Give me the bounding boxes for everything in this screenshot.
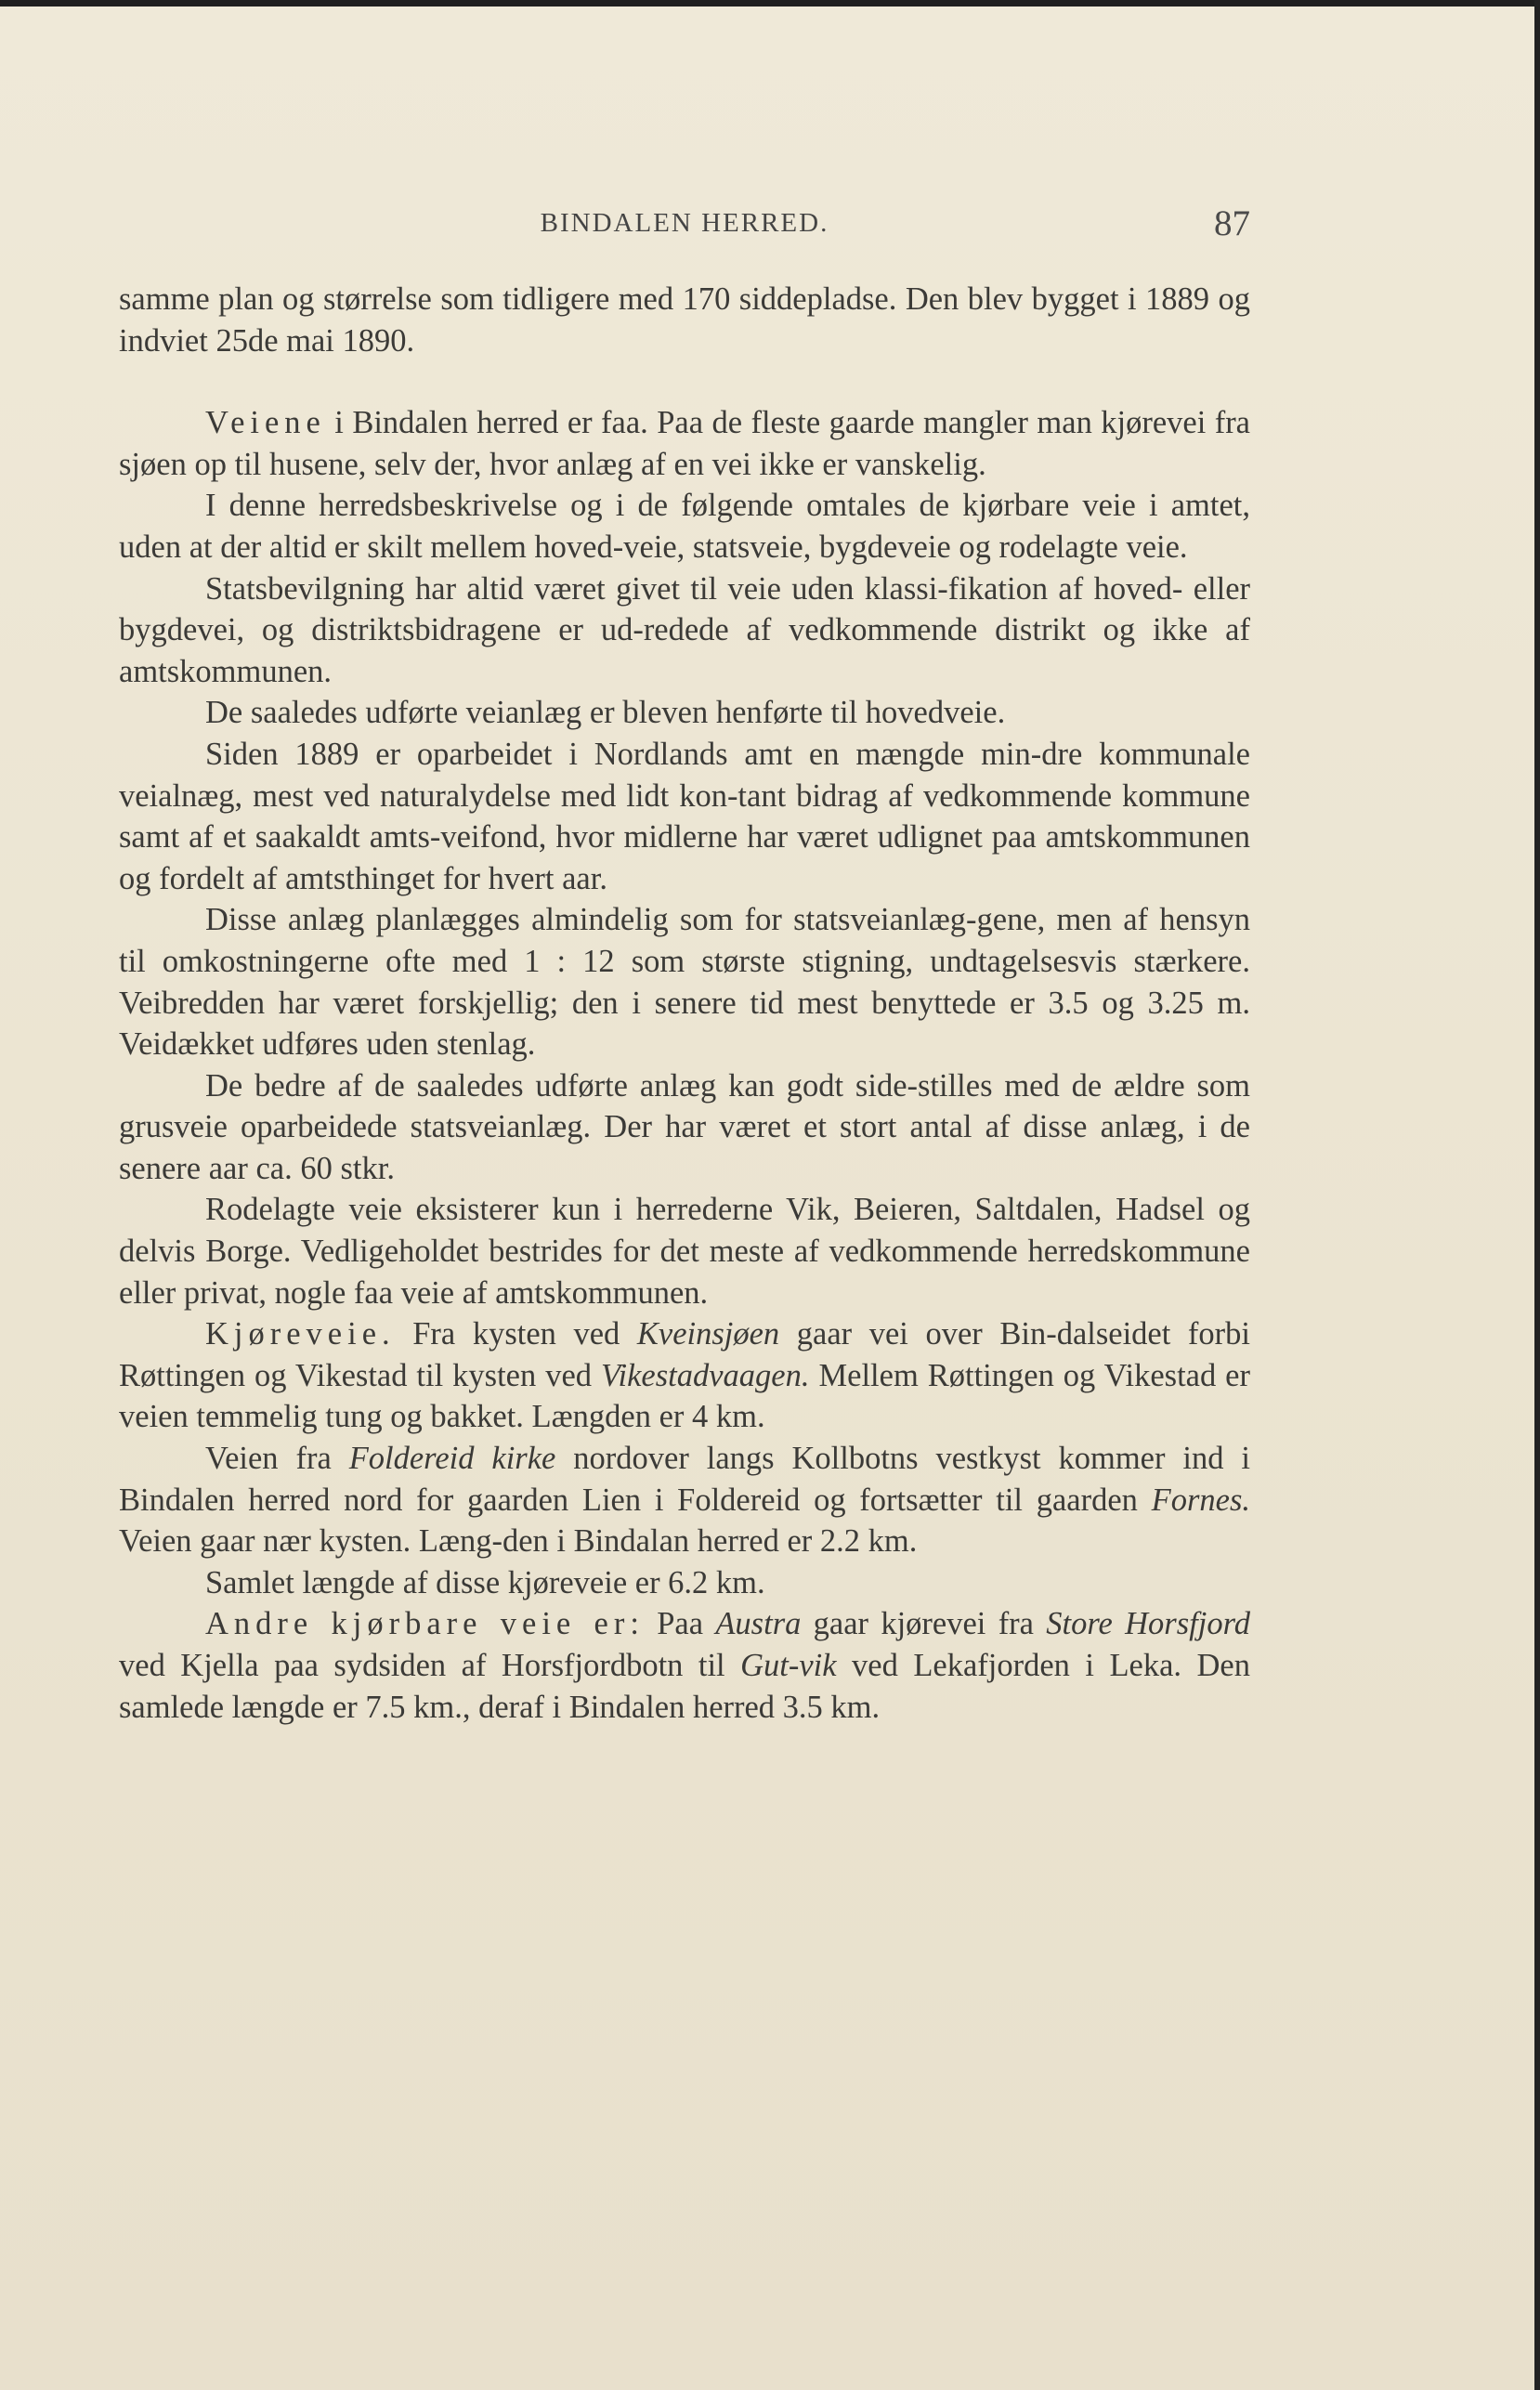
spaced-heading: Andre kjørbare veie er:: [205, 1606, 645, 1642]
page-number: 87: [1214, 203, 1250, 243]
place-name: Foldereid kirke: [348, 1441, 556, 1477]
body-text: [119, 279, 1250, 1728]
scan-right-edge: [1534, 0, 1540, 2390]
paragraph: Andre kjørbare veie er: Paa Austra gaar kjørevei fra Store Horsfjord ved Kjella paa sydsiden af Horsfjordbotn til Gut-vik ved Lekafjorden i Leka. Den samlede længde er 7.5 km., deraf i Bindalen herred 3.5 km.: [119, 1606, 1250, 1725]
place-name: Gut-vik: [740, 1648, 837, 1683]
place-name: Vikestadvaagen.: [601, 1357, 810, 1393]
place-name: Store Horsfjord: [1046, 1606, 1250, 1642]
place-name: Fornes.: [1151, 1482, 1250, 1518]
place-name: Kveinsjøen: [636, 1316, 780, 1352]
paragraph: Veiene i Bindalen herred er faa. Paa de fleste gaarde mangler man kjørevei fra sjøen op til husene, selv der, hvor anlæg af en vei ikke er vanskelig.: [119, 405, 1250, 482]
paragraph: samme plan og størrelse som tidligere med 170 siddepladse. Den blev bygget i 1889 og indviet 25de mai 1890.: [119, 281, 1250, 359]
running-title: BINDALEN HERRED.: [540, 208, 829, 238]
paragraph: I denne herredsbeskrivelse og i de følgende omtales de kjørbare veie i amtet, uden at der altid er skilt mellem hoved-veie, statsveie, bygdeveie og rodelagte veie.: [119, 488, 1250, 565]
scan-top-edge: [0, 0, 1540, 7]
paragraph: Disse anlæg planlægges almindelig som for statsveianlæg-gene, men af hensyn til omkostningerne ofte med 1 : 12 som største stigning, undtagelsesvis stærkere. Veibredden har været forskjellig; den i senere tid mest benyttede er 3.5 og 3.25 m. Veidækket udføres uden stenlag.: [119, 902, 1250, 1063]
paragraph: De bedre af de saaledes udførte anlæg kan godt side-stilles med de ældre som grusveie oparbeidede statsveianlæg. Der har været et stort antal af disse anlæg, i de senere aar ca. 60 stkr.: [119, 1067, 1250, 1186]
paragraph: Statsbevilgning har altid været givet til veie uden klassi-fikation af hoved- eller bygdevei, og distriktsbidragene er ud-redede af vedkommende distrikt og ikke af amtskommunen.: [119, 570, 1250, 689]
paragraph: Siden 1889 er oparbeidet i Nordlands amt en mængde min-dre kommunale veialnæg, mest ved naturalydelse med lidt kon-tant bidrag af vedkommende kommune samt af et saakaldt amts-veifond, hvor midlerne har været udlignet paa amtskommunen og fordelt af amtsthinget for hvert aar.: [119, 736, 1250, 896]
page-header: [119, 202, 1250, 249]
paragraph: Kjøreveie. Fra kysten ved Kveinsjøen gaar vei over Bin-dalseidet forbi Røttingen og Vikestad til kysten ved Vikestadvaagen. Mellem Røttingen og Vikestad er veien temmelig tung og bakket. Længden er 4 km.: [119, 1316, 1250, 1435]
paragraph: Samlet længde af disse kjøreveie er 6.2 km.: [205, 1564, 765, 1600]
spaced-heading: Kjøreveie.: [205, 1316, 396, 1352]
paragraph: Rodelagte veie eksisterer kun i herrederne Vik, Beieren, Saltdalen, Hadsel og delvis Borge. Vedligeholdet bestrides for det meste af vedkommende herredskommune eller privat, nogle faa veie af amtskommunen.: [119, 1192, 1250, 1311]
paragraph: De saaledes udførte veianlæg er bleven henførte til hovedveie.: [205, 695, 1006, 731]
spaced-heading: Veiene: [205, 405, 326, 441]
paragraph: Veien fra Foldereid kirke nordover langs Kollbotns vestkyst kommer ind i Bindalen herred nord for gaarden Lien i Foldereid og fortsætter til gaarden Fornes. Veien gaar nær kysten. Læng-den i Bindalan herred er 2.2 km.: [119, 1441, 1250, 1560]
place-name: Austra: [715, 1606, 802, 1642]
